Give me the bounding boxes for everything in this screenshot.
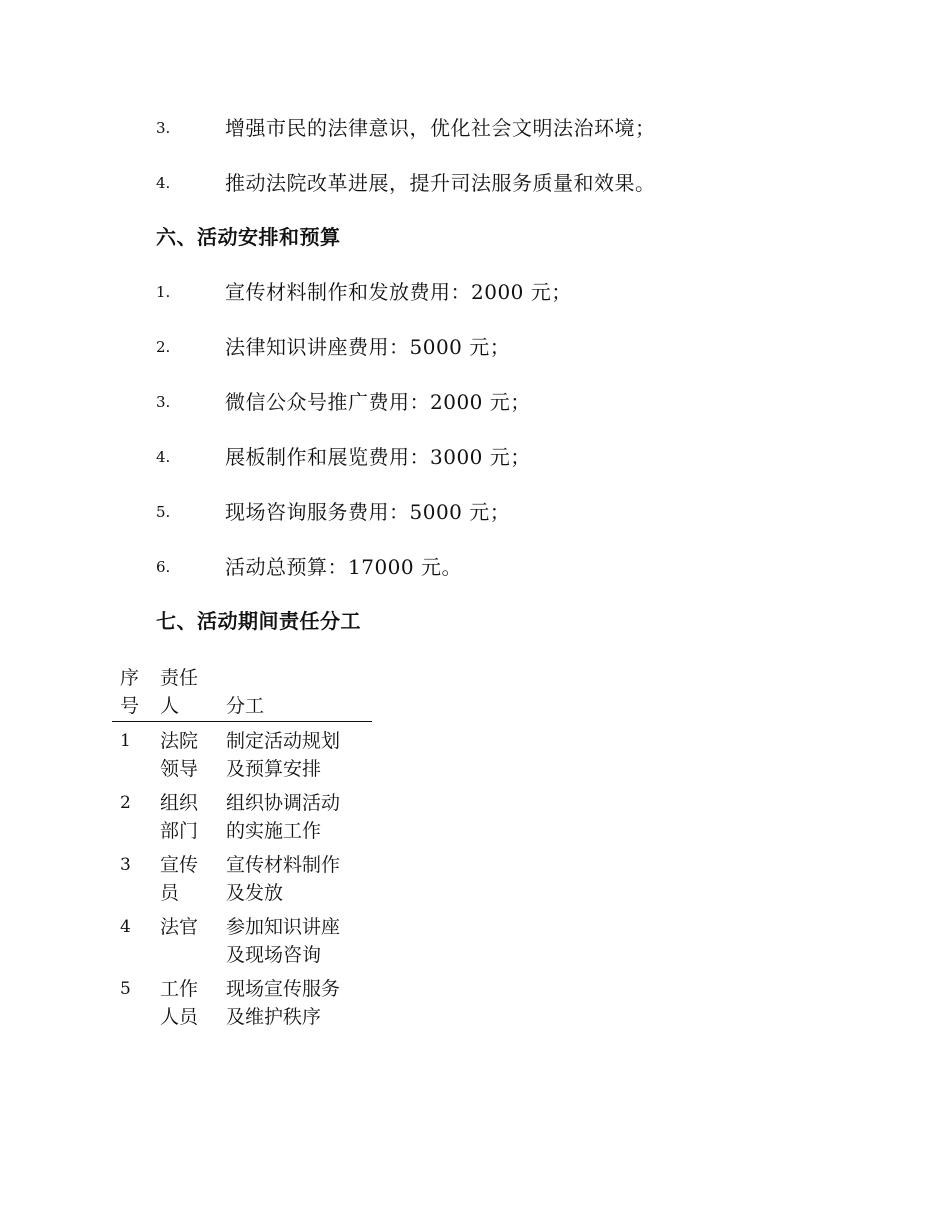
list-text: 微信公众号推广费用：2000 元； xyxy=(225,390,531,414)
cell-no: 4 xyxy=(120,917,131,937)
list-number: 1. xyxy=(156,283,171,301)
cell-person: 组织部门 xyxy=(160,792,199,842)
section-heading-responsibilities: 七、活动期间责任分工 xyxy=(156,609,361,633)
list-number: 4. xyxy=(156,174,171,192)
table-row xyxy=(112,784,372,846)
cell-person: 工作人员 xyxy=(160,978,199,1028)
cell-no: 5 xyxy=(120,979,131,999)
cell-no: 3 xyxy=(120,855,131,875)
header-duty: 分工 xyxy=(226,664,372,722)
list-text: 增强市民的法律意识，优化社会文明法治环境； xyxy=(225,116,656,140)
table-row xyxy=(112,722,372,785)
table-row xyxy=(112,908,372,970)
responsibility-table xyxy=(112,664,372,1032)
list-number: 6. xyxy=(156,558,171,576)
cell-no: 1 xyxy=(120,731,131,751)
list-text: 宣传材料制作和发放费用：2000 元； xyxy=(225,280,572,304)
list-text: 法律知识讲座费用：5000 元； xyxy=(225,335,511,359)
cell-person: 法院领导 xyxy=(160,730,199,780)
table-header-row xyxy=(112,664,372,722)
list-text: 推动法院改革进展，提升司法服务质量和效果。 xyxy=(225,171,656,195)
cell-person: 宣传员 xyxy=(160,854,199,904)
cell-no: 2 xyxy=(120,793,131,813)
cell-duty: 参加知识讲座及现场咨询 xyxy=(226,916,341,966)
list-number: 3. xyxy=(156,393,171,411)
cell-duty: 组织协调活动的实施工作 xyxy=(226,792,341,842)
list-text: 展板制作和展览费用：3000 元； xyxy=(225,445,531,469)
list-text: 现场咨询服务费用：5000 元； xyxy=(225,500,511,524)
list-text: 活动总预算：17000 元。 xyxy=(225,555,462,579)
list-number: 2. xyxy=(156,338,171,356)
cell-person: 法官 xyxy=(160,916,199,938)
header-no: 序号 xyxy=(112,664,160,722)
table-row xyxy=(112,970,372,1032)
list-number: 3. xyxy=(156,119,171,137)
list-number: 4. xyxy=(156,448,171,466)
list-number: 5. xyxy=(156,503,171,521)
section-heading-budget: 六、活动安排和预算 xyxy=(156,225,341,249)
cell-duty: 现场宣传服务及维护秩序 xyxy=(226,978,341,1028)
cell-duty: 制定活动规划及预算安排 xyxy=(226,730,341,780)
cell-duty: 宣传材料制作及发放 xyxy=(226,854,341,904)
table-row xyxy=(112,846,372,908)
header-person: 责任人 xyxy=(160,664,226,722)
